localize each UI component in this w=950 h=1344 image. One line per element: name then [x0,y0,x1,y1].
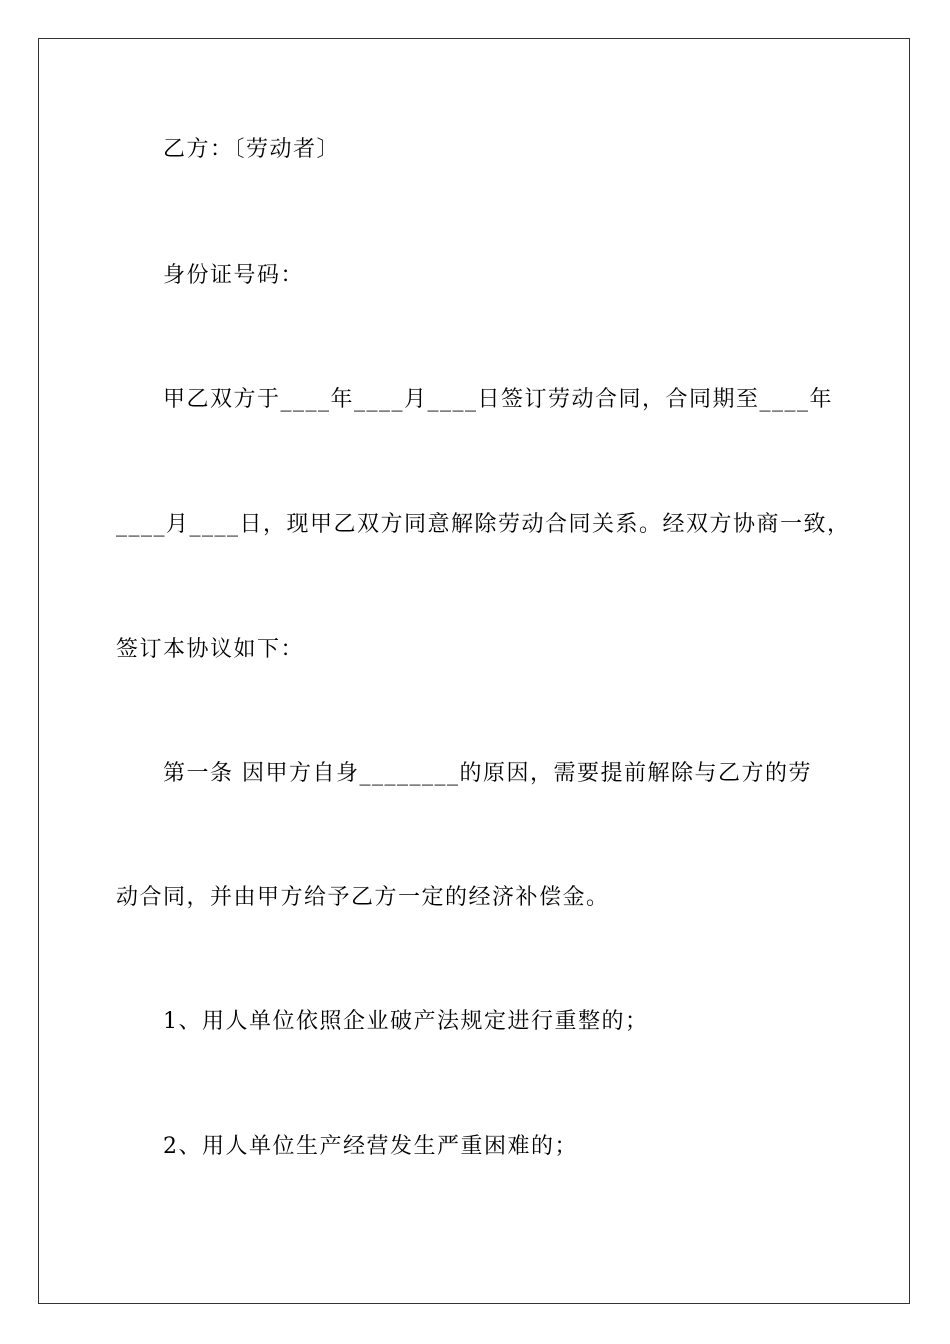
termination-agreement-line: ____月____日，现甲乙双方同意解除劳动合同关系。经双方协商一致， [116,512,851,537]
contract-sign-date-line: 甲乙双方于____年____月____日签订劳动合同，合同期至____年 [163,387,834,412]
agreement-intro-line: 签订本协议如下： [116,637,305,662]
id-number-line: 身份证号码： [163,263,305,288]
page-frame [38,38,910,1304]
list-item-2: 2、用人单位生产经营发生严重困难的； [163,1134,578,1159]
article-one-continued-line: 动合同，并由甲方给予乙方一定的经济补偿金。 [116,885,610,910]
party-b-line: 乙方：〔劳动者〕 [163,137,341,162]
article-one-line: 第一条 因甲方自身________的原因，需要提前解除与乙方的劳 [163,761,812,786]
list-item-1: 1、用人单位依照企业破产法规定进行重整的； [163,1009,649,1034]
